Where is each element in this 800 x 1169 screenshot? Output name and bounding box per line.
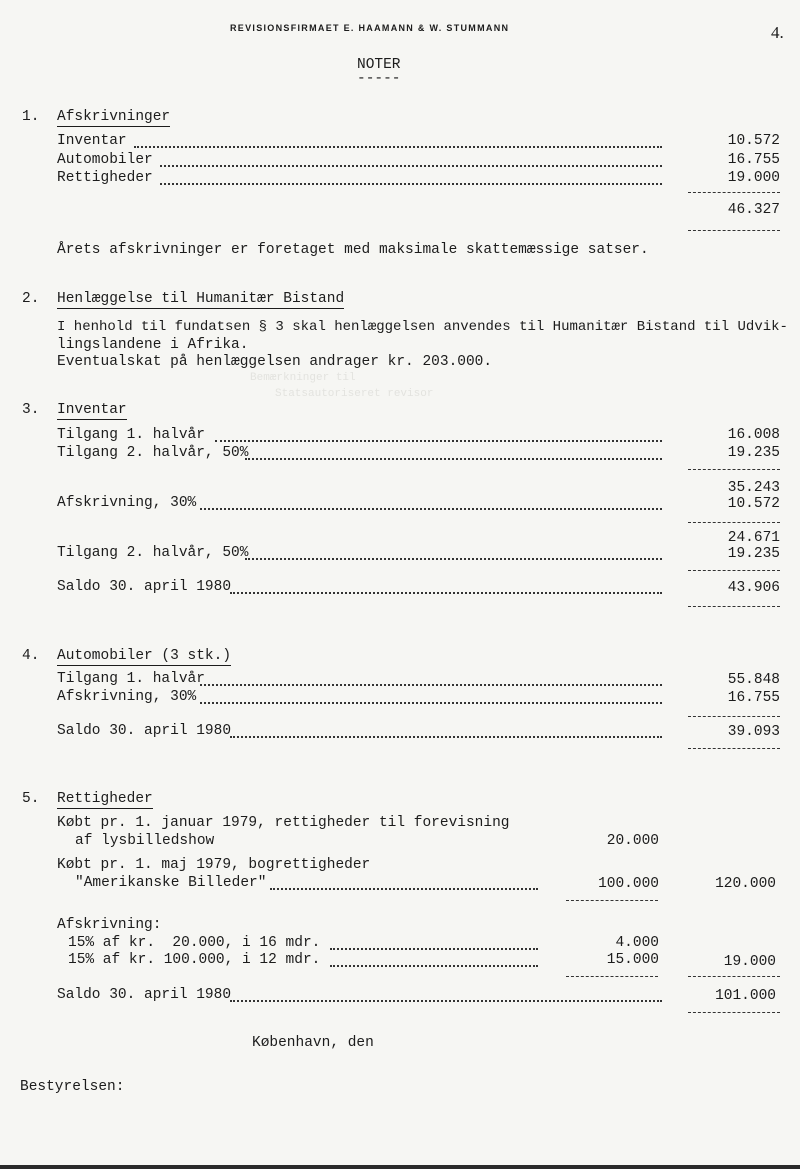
note-text-line: Afskrivning: <box>57 917 162 933</box>
note-number: 4. <box>22 648 40 664</box>
item-label: Tilgang 2. halvår, 50% <box>57 445 249 461</box>
item-label: Saldo 30. april 1980 <box>57 579 232 595</box>
item-value: 10.572 <box>727 133 780 149</box>
item-value: 35.243 <box>727 480 780 496</box>
note-heading: Inventar <box>57 402 127 418</box>
note-heading: Afskrivninger <box>57 109 171 125</box>
note-number: 5. <box>22 791 40 807</box>
page-number: 4. <box>771 23 784 42</box>
item-value: 24.671 <box>727 530 780 546</box>
sum-rule <box>688 606 780 607</box>
item-value: 16.008 <box>727 427 780 443</box>
sum-rule <box>566 900 658 901</box>
item-value: 100.000 <box>598 876 659 892</box>
item-value: 19.235 <box>727 445 780 461</box>
sum-rule <box>688 230 780 231</box>
item-label: Rettigheder <box>57 170 153 186</box>
item-value: 101.000 <box>715 988 776 1004</box>
dot-leader <box>245 458 662 460</box>
sum-rule <box>566 976 658 977</box>
note-text-line: lingslandene i Afrika. <box>57 337 249 353</box>
note-text-line: Købt pr. 1. januar 1979, rettigheder til forevisning <box>57 815 510 831</box>
dot-leader <box>134 146 662 148</box>
title-rule: ----- <box>357 71 401 87</box>
note-number: 2. <box>22 291 40 307</box>
dot-leader <box>230 1000 662 1002</box>
note-number: 3. <box>22 402 40 418</box>
item-label: Afskrivning, 30% <box>57 495 197 511</box>
firm-letterhead: REVISIONSFIRMAET E. HAAMANN & W. STUMMANN <box>230 23 510 33</box>
note-total: 46.327 <box>727 202 780 218</box>
dot-leader <box>245 558 662 560</box>
scan-edge <box>0 1165 800 1169</box>
item-value: 4.000 <box>615 935 659 951</box>
item-label: Tilgang 1. halvår <box>57 427 205 443</box>
show-through-text: Bemærkninger til <box>250 372 356 384</box>
item-value: 43.906 <box>727 580 780 596</box>
item-value: 10.572 <box>727 496 780 512</box>
note-text-line: "Amerikanske Billeder" <box>75 875 267 891</box>
note-heading: Automobiler (3 stk.) <box>57 648 232 664</box>
item-value: 16.755 <box>727 152 780 168</box>
note-number: 1. <box>22 109 40 125</box>
sum-rule <box>688 570 780 571</box>
board-signature-line: Bestyrelsen: <box>20 1079 125 1095</box>
sum-rule <box>688 976 780 977</box>
sum-rule <box>688 748 780 749</box>
item-label: Tilgang 2. halvår, 50% <box>57 545 249 561</box>
item-value: 19.000 <box>727 170 780 186</box>
note-text-line: Købt pr. 1. maj 1979, bogrettigheder <box>57 857 371 873</box>
dot-leader <box>200 702 662 704</box>
dot-leader <box>330 948 538 950</box>
item-label: Inventar <box>57 133 127 149</box>
dot-leader <box>200 508 662 510</box>
dot-leader <box>230 736 662 738</box>
page-title: NOTER <box>357 57 401 73</box>
note-text-line: Eventualskat på henlæggelsen andrager kr. 203.000. <box>57 354 493 370</box>
dot-leader <box>215 440 662 442</box>
item-value: 120.000 <box>715 876 776 892</box>
item-label: Saldo 30. april 1980 <box>57 723 232 739</box>
item-value: 16.755 <box>727 690 780 706</box>
dot-leader <box>160 183 662 185</box>
note-remark: Årets afskrivninger er foretaget med maksimale skattemæssige satser. <box>57 242 649 258</box>
sum-rule <box>688 1012 780 1013</box>
dot-leader <box>200 684 662 686</box>
note-heading: Rettigheder <box>57 791 153 807</box>
item-value: 19.000 <box>723 954 776 970</box>
show-through-text: Statsautoriseret revisor <box>275 388 434 400</box>
dot-leader <box>160 165 662 167</box>
item-label: Automobiler <box>57 152 153 168</box>
item-value: 20.000 <box>606 833 659 849</box>
place-date-line: København, den <box>252 1035 374 1051</box>
item-value: 39.093 <box>727 724 780 740</box>
dot-leader <box>270 888 538 890</box>
item-value: 15.000 <box>606 952 659 968</box>
item-value: 19.235 <box>727 546 780 562</box>
note-heading: Henlæggelse til Humanitær Bistand <box>57 291 345 307</box>
dot-leader <box>230 592 662 594</box>
sum-rule <box>688 716 780 717</box>
dot-leader <box>330 965 538 967</box>
sum-rule <box>688 192 780 193</box>
item-label: Tilgang 1. halvår <box>57 671 205 687</box>
note-text-line: I henhold til fundatsen § 3 skal henlæggelsen anvendes til Humanitær Bistand til Udvik- <box>57 319 788 335</box>
sum-rule <box>688 522 780 523</box>
note-text-line: 15% af kr. 20.000, i 16 mdr. <box>68 935 321 951</box>
note-text-line: Saldo 30. april 1980 <box>57 987 232 1003</box>
item-value: 55.848 <box>727 672 780 688</box>
item-label: Afskrivning, 30% <box>57 689 197 705</box>
sum-rule <box>688 469 780 470</box>
note-text-line: 15% af kr. 100.000, i 12 mdr. <box>68 952 321 968</box>
note-text-line: af lysbilledshow <box>75 833 215 849</box>
